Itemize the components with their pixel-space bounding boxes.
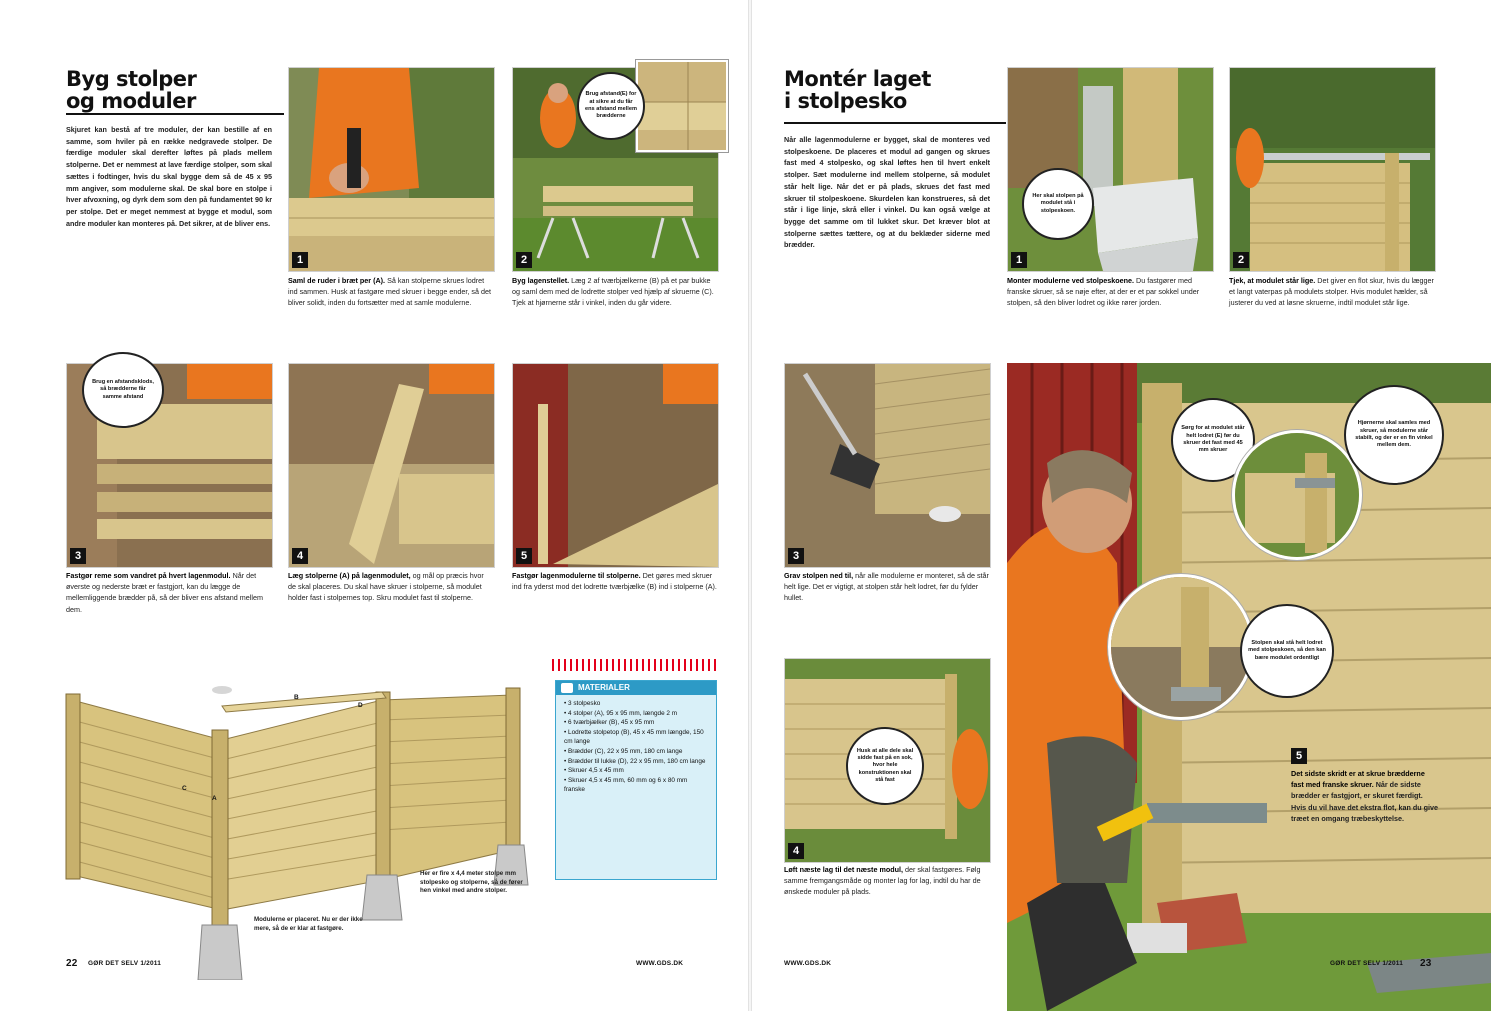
diagram-note-bottom: Modulerne er placeret. Nu er der ikke mere, så de er klar at fastgøre. <box>254 916 363 932</box>
right-step5-lead: Det sidste skridt er at skrue brædderne fast med franske skruer. <box>1291 769 1425 790</box>
right-intro: Når alle lagenmodulerne er bygget, skal de monteres ved stolpeskoene. De placeres et modul ad gangen og skrues fast med 4 stolpesko, og skal løftes hen til hvert enkelt stolper. Sæt modulerne ind mellem stolperne, så modulet står helt lige. Når det er på plads, skrues det fast med skruer til stolpeskoene. Skurdelen kan konstrueres, så det står i lige linje, skrå eller i vinkel. Du kan også vælge at bygge det samme om til lukket skur. Det kræver blot at stolperne sættes tættere, og at du beklæder siderne med brædder. <box>784 135 990 250</box>
left-step1-text: Så kan stolperne skrues lodret ind sammen. Husk at fastgøre med skruer i begge ender, så det bliver solidt, inden du fortsætter med at samle modulerne. <box>288 276 491 308</box>
materials-item: • Skruer 4,5 x 45 mm, 60 mm og 6 x 80 mm franske <box>564 776 710 795</box>
left-step3-caption <box>66 570 271 615</box>
right-step3-lead: Grav stolpen ned til, <box>784 571 854 580</box>
diagram-note-right: Her er fire x 4,4 meter stolpe mm stolpesko og stolperne, så de fører hen vinkel med andre stolper. <box>420 870 523 895</box>
right-title-line1: Montér laget <box>784 67 931 91</box>
right-step1-caption <box>1007 275 1212 309</box>
right-step3-number: 3 <box>788 548 804 564</box>
right-step4-lead: Løft næste lag til det næste modul, <box>784 865 903 874</box>
circle-photo-corner <box>1232 430 1362 560</box>
materials-item: • Brædder til lukke (D), 22 x 95 mm, 180 cm lange <box>564 757 710 767</box>
materials-header <box>556 681 716 695</box>
left-title-line2: og moduler <box>66 89 196 113</box>
right-step3-caption <box>784 570 989 604</box>
left-intro: Skjuret kan bestå af tre moduler, der kan bestille af en samme, som hviler på en række nedgravede stolper. De færdige moduler skal derefter løftes på plads mellem stolperne. Det er nemmest at lave færdige stolper, som skal sættes i fodtinger, hvis du skal bygge dem så de 45 x 95 mm angiver, som modulerne skal. De skal bore en stolpe i hver afvoxning, og dyrk dem som den på fundamentet 90 kr per stolpe. Det er meget nemmest at bygge et modul, som andre moduler kan monteres på. Det sikrer, at de bliver ens. <box>66 125 272 228</box>
left-title-rule <box>66 113 284 115</box>
right-title-rule <box>784 122 1006 124</box>
left-step1-caption <box>288 275 493 309</box>
materials-item: • Lodrette stolpetop (B), 45 x 45 mm længde, 150 cm lange <box>564 728 710 747</box>
bubble-post: Stolpen skal stå helt lodret med stolpeskoen, så den kan bære modulet ordentligt <box>1240 604 1334 698</box>
materials-item: • Skruer 4,5 x 45 mm <box>564 766 710 776</box>
right-footer-magazine: GØR DET SELV 1/2011 <box>1330 960 1404 967</box>
left-step5-caption <box>512 570 717 592</box>
bubble-spacer-tip: Brug afstand(E) for at sikre at du får ens afstand mellem brædderne <box>577 72 645 140</box>
right-step5-text: Når de sidste brædder er fastgjort, er skuret færdigt. Hvis du vil have det ekstra flot, kan du give træet en omgang træbeskyttelse. <box>1291 780 1438 823</box>
right-step2-caption <box>1229 275 1434 309</box>
bubble-corner-joint: Hjørnerne skal samles med skruer, så modulerne står stabilt, og der er en fin vinkel mellem dem. <box>1344 385 1444 485</box>
right-step2-text: Det giver en flot skur, hvis du lægger et langt vaterpas på modulets stolper. Hvis modulet hælder, så justerer du ved at løsne skruerne, indtil modulet står lige. <box>1229 276 1434 308</box>
left-step4-caption <box>288 570 493 604</box>
right-title-line2: i stolpesko <box>784 89 907 113</box>
photo-right-step3-dig <box>784 363 991 568</box>
right-title <box>784 68 994 112</box>
materials-ticket-strip <box>548 659 720 671</box>
photo-step1-drilling <box>288 67 495 272</box>
diagram-label-a: A <box>212 795 217 802</box>
left-step5-lead: Fastgør lagenmodulerne til stolperne. <box>512 571 641 580</box>
right-step4-number: 4 <box>788 843 804 859</box>
right-step4-caption <box>784 864 989 898</box>
photo-right-step2-level <box>1229 67 1436 272</box>
materials-list <box>564 699 710 795</box>
left-page-number: 22 <box>66 958 78 969</box>
assembly-diagram <box>62 680 532 980</box>
right-footer-url: WWW.GDS.DK <box>784 960 832 967</box>
left-title <box>66 68 276 112</box>
right-step5-caption <box>1291 768 1439 824</box>
materials-item: • 3 stolpesko <box>564 699 710 709</box>
left-step2-lead: Byg lagenstellet. <box>512 276 570 285</box>
materials-title: MATERIALER <box>578 683 630 692</box>
right-step1-lead: Monter modulerne ved stolpeskoene. <box>1007 276 1135 285</box>
left-footer-magazine: GØR DET SELV 1/2011 <box>88 960 162 967</box>
right-step2-lead: Tjek, at modulet står lige. <box>1229 276 1316 285</box>
right-step4-text: der skal fastgøres. Følg samme fremgangsmåde og monter lag for lag, indtil du har de ønskede moduler på plads. <box>784 865 981 897</box>
left-step1-lead: Saml de ruder i bræt per (A). <box>288 276 386 285</box>
circle-photo-post <box>1108 574 1254 720</box>
left-step3-text: Når det øverste og nederste bræt er fastgjort, kan du lægge de mellemliggende brædder på, så der bliver ens afstand mellem dem. <box>66 571 263 614</box>
diagram-label-c: C <box>182 785 187 792</box>
right-page-number: 23 <box>1420 958 1432 969</box>
diagram-label-b: B <box>294 694 299 701</box>
right-step1-text: Du fastgører med franske skruer, så se nøje efter, at der er et par sokkel under stolpen, så den bliver lodret og ikke rører jorden. <box>1007 276 1200 308</box>
step4-number: 4 <box>292 548 308 564</box>
materials-item: • 4 stolper (A), 95 x 95 mm, længde 2 m <box>564 709 710 719</box>
bubble-corner-level: Sørg for at modulet står helt lodret (E) før du skruer det fast med 45 mm skruer <box>1171 398 1255 482</box>
page-gutter <box>748 0 752 1011</box>
materials-box <box>555 680 717 880</box>
left-step2-caption <box>512 275 717 309</box>
bubble-spade: Husk at alle dele skal sidde fast på en sok, hvor hele konstruktionen skal stå fast <box>846 727 924 805</box>
step2-number: 2 <box>516 252 532 268</box>
left-step4-lead: Læg stolperne (A) på lagenmodulet, <box>288 571 411 580</box>
left-step4-text: og mål op præcis hvor de skal placeres. Du skal have skruer i stolperne, så modulet holder fast i stolpernes top. Skru modulet fast til stolperne. <box>288 571 484 603</box>
bubble-spacer-block: Brug en afstandsklods, så brædderne får samme afstand <box>82 352 164 428</box>
right-step1-number: 1 <box>1011 252 1027 268</box>
bubble-stolpesko: Her skal stolpen på modulet stå i stolpeskoen. <box>1022 168 1094 240</box>
left-step3-lead: Fastgør reme som vandret på hvert lagenmodul. <box>66 571 231 580</box>
materials-item: • 6 tværbjælker (B), 45 x 95 mm <box>564 718 710 728</box>
left-footer-url: WWW.GDS.DK <box>636 960 684 967</box>
materials-item: • Brædder (C), 22 x 95 mm, 180 cm lange <box>564 747 710 757</box>
left-title-line1: Byg stolper <box>66 67 197 91</box>
left-step2-text: Læg 2 af tværbjælkerne (B) på et par bukke og saml dem med de lodrette stolper ved hjælp af skruerne (C). Tjek at hjørnerne står i vinkel, inden du går videre. <box>512 276 714 308</box>
right-step2-number: 2 <box>1233 252 1249 268</box>
photo-step4-posts <box>288 363 495 568</box>
photo-step5-fasten <box>512 363 719 568</box>
inset-photo-joint <box>636 60 728 152</box>
left-step5-text: Det gøres med skruer ind fra yderst mod det lodrette tværbjælke (B) ind i stolperne (A). <box>512 571 717 592</box>
step5-number: 5 <box>516 548 532 564</box>
diagram-label-d: D <box>358 702 363 709</box>
step3-number: 3 <box>70 548 86 564</box>
step1-number: 1 <box>292 252 308 268</box>
right-step5-number: 5 <box>1291 748 1307 764</box>
tools-icon <box>561 683 573 693</box>
right-step3-text: når alle modulerne er monteret, så de står helt lige. Det er vigtigt, at stolpen står helt lodret, før du fylder hullet. <box>784 571 989 603</box>
photo-right-step1-postshoe <box>1007 67 1214 272</box>
